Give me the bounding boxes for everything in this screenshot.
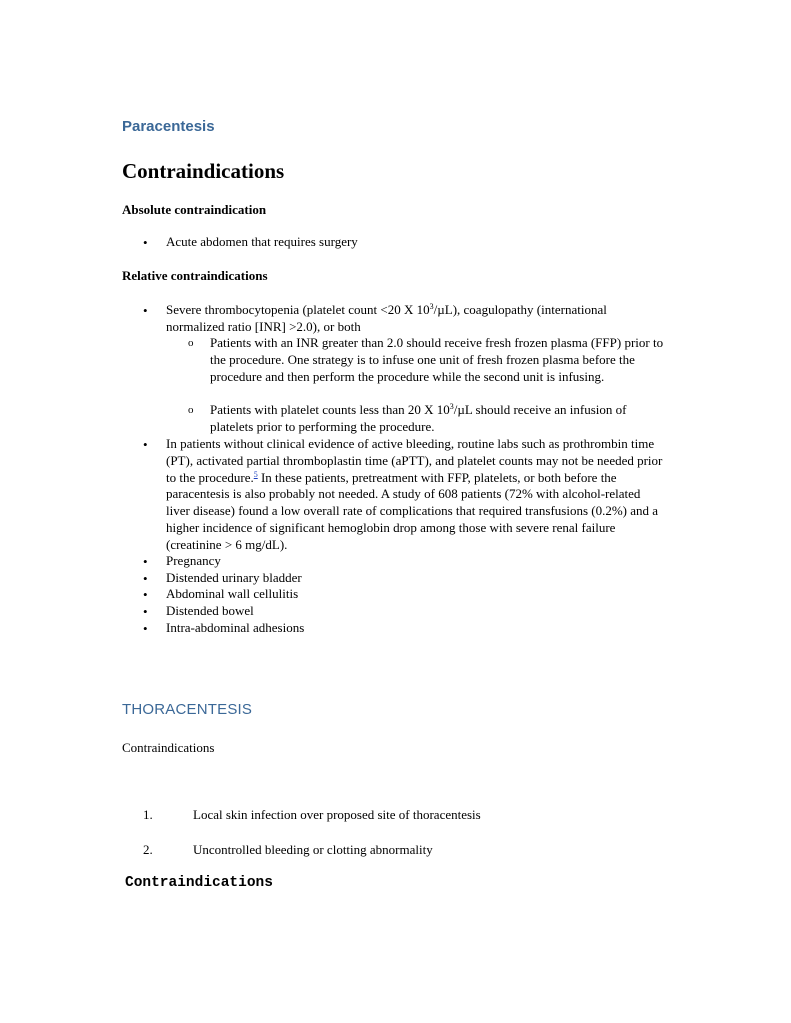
list-item: Intra-abdominal adhesions — [166, 620, 305, 635]
bullet-icon: • — [143, 621, 148, 636]
bullet-icon: • — [143, 587, 148, 602]
list-item: Acute abdomen that requires surgery — [166, 234, 358, 249]
numbered-item: Local skin infection over proposed site of thoracentesis — [193, 807, 481, 822]
circle-bullet-icon: o — [188, 404, 194, 416]
relative-heading: Relative contraindications — [122, 268, 268, 283]
circle-bullet-icon: o — [188, 337, 194, 349]
footer-heading: Contraindications — [125, 875, 273, 891]
bullet-icon: • — [143, 437, 148, 452]
list-item: Pregnancy — [166, 553, 221, 568]
bullet-icon: • — [143, 571, 148, 586]
reference-link[interactable]: 5 — [253, 469, 258, 479]
list-number: 2. — [143, 842, 153, 857]
page-title: Contraindications — [122, 159, 285, 183]
list-item: Distended urinary bladder — [166, 570, 302, 585]
numbered-item: Uncontrolled bleeding or clotting abnormality — [193, 842, 433, 857]
bullet-icon: • — [143, 554, 148, 569]
sub-list-item: Patients with an INR greater than 2.0 should receive fresh frozen plasma (FFP) prior to the procedure. One strategy is to infuse one unit of fresh frozen plasma before the procedure and then perform the procedure while the second unit is infusing. — [210, 335, 664, 384]
bullet-icon: • — [143, 235, 148, 250]
list-item: In patients without clinical evidence of active bleeding, routine labs such as prothrombin time (PT), activated partial thromboplastin time (aPTT), and platelet counts may not be needed prior to the procedure.$^5$ In these patients, pretreatment with FFP, platelets, or both before the paracentesis is also probably not needed. A study of 608 patients (72% with alcohol-related liver disease) found a low overall rate of complications that required transfusions (0.2%) and a higher incidence of significant hemoglobin drop among those with severe renal failure (creatinine > 6 mg/dL). — [166, 436, 663, 552]
list-item: Abdominal wall cellulitis — [166, 586, 299, 601]
section-heading-thoracentesis: THORACENTESIS — [122, 701, 253, 718]
sub-list-item: Patients with platelet counts less than 20 X $10^3/\mu L$ should receive an infusion of platelets prior to performing the procedure. — [210, 402, 627, 434]
bullet-icon: • — [143, 604, 148, 619]
list-number: 1. — [143, 807, 153, 822]
subheading: Contraindications — [122, 740, 215, 755]
section-heading-paracentesis: Paracentesis — [122, 118, 215, 135]
list-item: Severe thrombocytopenia (platelet count <20 X $10^3/\mu L$), coagulopathy (international normalized ratio [INR] >2.0), or both — [166, 302, 607, 334]
list-item: Distended bowel — [166, 603, 254, 618]
bullet-icon: • — [143, 303, 148, 318]
absolute-heading: Absolute contraindication — [122, 202, 267, 217]
